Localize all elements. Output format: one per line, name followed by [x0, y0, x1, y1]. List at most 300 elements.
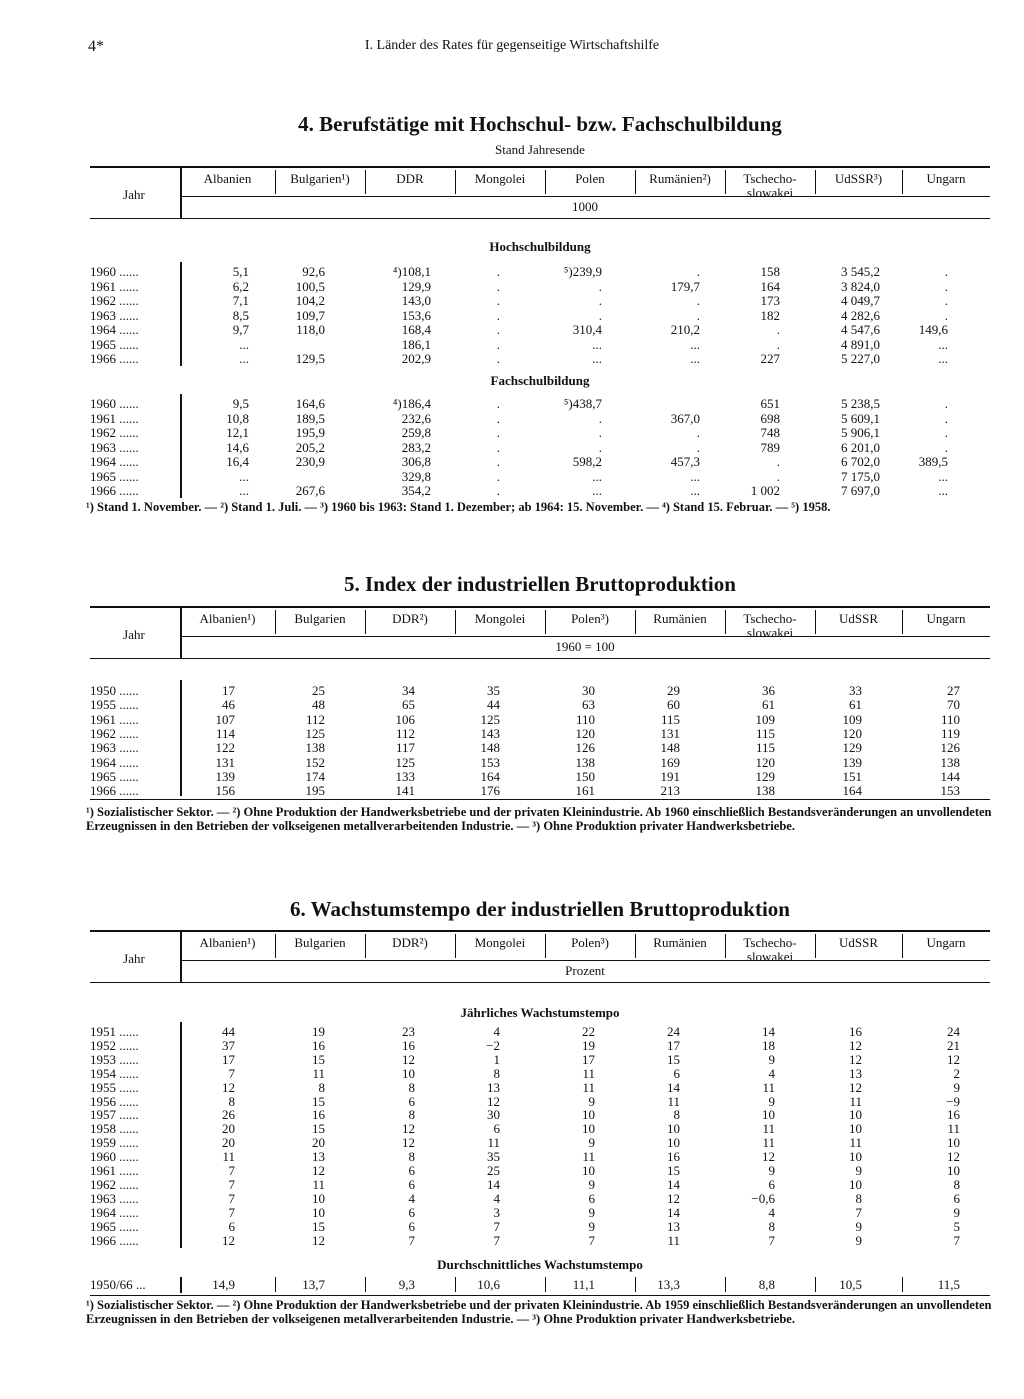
table-cell: 30: [582, 683, 595, 698]
table-cell: 10,5: [839, 1277, 862, 1292]
column-divider: [365, 934, 366, 958]
table-cell: 698: [760, 410, 780, 426]
row-year: 1955 ......: [90, 1079, 139, 1095]
table-cell: 35: [487, 683, 500, 698]
table-cell: 195,9: [295, 425, 325, 440]
table-cell: −0,6: [751, 1190, 775, 1206]
table-cell: 11: [849, 1093, 862, 1109]
table-cell: ...: [938, 351, 948, 366]
table-cell: 30: [487, 1107, 500, 1123]
table-cell: 16: [312, 1037, 325, 1053]
row-year: 1957 ......: [90, 1107, 139, 1123]
table-cell: ...: [239, 336, 249, 352]
table-cell: 92,6: [302, 264, 325, 279]
column-divider: [545, 934, 546, 958]
table-cell: ...: [938, 468, 948, 484]
table-cell: 3 824,0: [841, 278, 880, 294]
row-year: 1963 ......: [90, 1190, 139, 1206]
table-cell: 12: [312, 1232, 325, 1248]
table-cell: .: [496, 468, 500, 484]
table-cell: 8,5: [232, 307, 249, 323]
table-cell: 138: [940, 754, 960, 770]
table-cell: .: [696, 293, 700, 308]
table-cell: 143,0: [401, 293, 431, 308]
table-cell: 12: [222, 1079, 235, 1095]
table-cell: 17: [582, 1051, 595, 1067]
table-cell: 12: [849, 1051, 862, 1067]
table-cell: 4 547,6: [841, 322, 880, 337]
table-cell: 10: [582, 1163, 595, 1178]
table-cell: 33: [849, 683, 862, 698]
table-cell: 10,6: [477, 1277, 500, 1292]
column-header: DDR²): [392, 611, 428, 626]
table-cell: 8: [855, 1190, 862, 1206]
column-header: Tschecho-slowakei: [743, 171, 797, 200]
table-cell: 195: [305, 783, 325, 799]
avg-divider: [635, 1277, 636, 1292]
table-cell: 202,9: [401, 351, 431, 366]
table-cell: 129,9: [401, 278, 431, 294]
table-cell: .: [598, 410, 602, 426]
table-cell: 44: [487, 697, 500, 713]
table-cell: 8: [408, 1079, 415, 1095]
table6-footnote-text: ¹) Sozialistischer Sektor. — ²) Ohne Produktion der Handwerksbetriebe und der privaten Kleinindustrie. Ab 1959 einschließlich Bestandsveränderungen an unvollendeten Erzeugnissen in den Betrieben der volkseigenen metallverarbeitenden Industrie. — ³) Ohne Produktion privater Handwerksbetriebe.: [86, 1298, 992, 1326]
table-cell: .: [944, 396, 948, 411]
table-cell: .: [696, 264, 700, 279]
table-cell: 169: [660, 754, 680, 770]
table-cell: 213: [660, 783, 680, 799]
table-cell: 158: [760, 264, 780, 279]
table-cell: 457,3: [670, 454, 700, 469]
table-cell: 153,6: [401, 307, 431, 323]
table-cell: 8: [408, 1149, 415, 1165]
row-year: 1966 ......: [90, 783, 139, 799]
table-cell: 227: [760, 351, 780, 366]
column-header: Mongolei: [474, 171, 526, 186]
table4-subtitle: Stand Jahresende: [495, 142, 585, 157]
row-year: 1964 ......: [90, 1204, 139, 1220]
table-cell: 11: [849, 1135, 862, 1151]
column-header: DDR²): [392, 935, 428, 950]
table-cell: 389,5: [918, 454, 948, 469]
table4-footnote-text: ¹) Stand 1. November. — ²) Stand 1. Juli. — ³) 1960 bis 1963: Stand 1. Dezember; ab 1964: 15. November. — ⁴) Stand 15. Februar. — ⁵) 1958.: [86, 500, 831, 514]
table-cell: 138: [755, 783, 775, 799]
table-cell: 9: [768, 1051, 775, 1067]
table-cell: 4 049,7: [841, 293, 880, 308]
table-cell: 18: [762, 1037, 775, 1053]
table-cell: 17: [222, 683, 235, 698]
table-cell: 8: [318, 1079, 325, 1095]
stub-divider: [180, 1277, 182, 1293]
table-cell: 37: [222, 1037, 235, 1053]
table-cell: 26: [222, 1107, 235, 1123]
table-cell: ...: [239, 483, 249, 498]
table-cell: ...: [690, 351, 700, 366]
table-cell: 104,2: [295, 293, 325, 308]
table-cell: 4 282,6: [841, 307, 880, 323]
table-cell: .: [496, 278, 500, 294]
table-cell: 367,0: [670, 410, 700, 426]
table-cell: 179,7: [670, 278, 700, 294]
table-cell: 232,6: [401, 410, 431, 426]
table-cell: .: [598, 293, 602, 308]
table-cell: 10: [947, 1163, 960, 1178]
table-cell: 8: [228, 1093, 235, 1109]
row-year: 1956 ......: [90, 1093, 139, 1109]
row-year: 1963 ......: [90, 740, 139, 756]
table-cell: 17: [222, 1051, 235, 1067]
row-year: 1960 ......: [90, 396, 139, 411]
table-cell: 14: [667, 1204, 680, 1220]
table-cell: 129,5: [295, 351, 325, 366]
column-divider: [275, 934, 276, 958]
table-cell: 6: [493, 1121, 500, 1137]
column-header: Ungarn: [926, 935, 966, 950]
table-cell: 8: [768, 1218, 775, 1234]
column-header-jahr: Jahr: [123, 627, 145, 642]
table-cell: 4: [493, 1190, 500, 1206]
row-year: 1960 ......: [90, 264, 139, 279]
table-cell: ...: [690, 483, 700, 498]
table-cell: 10: [312, 1204, 325, 1220]
row-year: 1965 ......: [90, 336, 139, 352]
table-cell: 139: [215, 768, 235, 784]
table-cell: 7: [228, 1065, 235, 1081]
row-year: 1959 ......: [90, 1135, 139, 1151]
table-cell: 7: [493, 1232, 500, 1248]
table-cell: .: [496, 307, 500, 323]
table-cell: .: [496, 439, 500, 455]
table-cell: 12: [849, 1037, 862, 1053]
table-cell: 9: [855, 1163, 862, 1178]
table-cell: 122: [215, 740, 235, 756]
unit-label: 1960 = 100: [555, 639, 615, 654]
table-cell: 12: [402, 1051, 415, 1067]
column-divider: [902, 934, 903, 958]
table-cell: 35: [487, 1149, 500, 1165]
table-cell: 48: [312, 697, 325, 713]
table-cell: 9: [588, 1093, 595, 1109]
table-cell: 117: [395, 740, 415, 756]
row-year: 1962 ......: [90, 725, 139, 741]
table-cell: 10: [582, 1121, 595, 1137]
table-cell: 11: [762, 1135, 775, 1151]
table-cell: 21: [947, 1037, 960, 1053]
row-year: 1950/66 ...: [90, 1277, 146, 1292]
table6-title: 6. Wachstumstempo der industriellen Bruttoproduktion: [290, 897, 790, 921]
table-cell: 151: [842, 768, 862, 784]
table-cell: 11: [312, 1065, 325, 1081]
table-cell: 125: [480, 711, 500, 727]
column-header: UdSSR: [838, 611, 879, 626]
column-header: Tschecho-slowakei: [743, 935, 797, 964]
table-cell: 789: [760, 439, 780, 455]
table-cell: 164: [842, 783, 862, 799]
table-cell: 10: [582, 1107, 595, 1123]
table-cell: 10: [402, 1065, 415, 1081]
table-cell: ...: [592, 468, 602, 484]
column-header: Polen: [575, 171, 605, 186]
column-header: Albanien: [203, 171, 252, 186]
table-cell: .: [776, 336, 780, 352]
row-year: 1965 ......: [90, 768, 139, 784]
table-cell: 25: [487, 1163, 500, 1178]
table-cell: 10: [849, 1121, 862, 1137]
table-cell: 138: [575, 754, 595, 770]
table-cell: 6: [673, 1065, 680, 1081]
table-cell: 12: [222, 1232, 235, 1248]
table-cell: 126: [940, 740, 960, 756]
column-header-jahr: Jahr: [123, 951, 145, 966]
table-cell: .: [944, 264, 948, 279]
table-cell: 120: [842, 725, 862, 741]
stub-divider: [180, 1022, 182, 1248]
table-cell: 9,7: [232, 322, 249, 337]
table-cell: 9: [588, 1204, 595, 1220]
table-cell: 14: [667, 1079, 680, 1095]
table-cell: 306,8: [401, 454, 431, 469]
table-cell: .: [944, 307, 948, 323]
row-year: 1961 ......: [90, 711, 139, 727]
table-cell: 6: [953, 1190, 960, 1206]
column-header: Albanien¹): [199, 611, 256, 626]
table-cell: 15: [312, 1218, 325, 1234]
table-cell: .: [496, 396, 500, 411]
table-cell: 8: [953, 1176, 960, 1192]
table-cell: 6: [408, 1204, 415, 1220]
column-header: Polen³): [571, 611, 609, 626]
table-cell: 7: [953, 1232, 960, 1248]
table-cell: .: [496, 410, 500, 426]
table-cell: .: [696, 425, 700, 440]
table-cell: 651: [760, 396, 780, 411]
table-cell: .: [496, 336, 500, 352]
table-cell: 205,2: [295, 439, 325, 455]
table-cell: 10: [849, 1149, 862, 1165]
table-cell: 12: [762, 1149, 775, 1165]
table-cell: 138: [305, 740, 325, 756]
table-cell: 8: [408, 1107, 415, 1123]
header-top-rule: [90, 930, 990, 932]
table-cell: 7 175,0: [841, 468, 880, 484]
table-cell: 10: [667, 1135, 680, 1151]
row-year: 1954 ......: [90, 1065, 139, 1081]
table-cell: 7: [228, 1176, 235, 1192]
table-cell: 9,5: [232, 396, 249, 411]
table-cell: 12: [947, 1149, 960, 1165]
table-cell: 9: [588, 1176, 595, 1192]
table5-title: 5. Index der industriellen Bruttoproduktion: [344, 572, 736, 596]
unit-rule: [180, 960, 990, 961]
table-cell: 329,8: [401, 468, 431, 484]
table-cell: ...: [592, 483, 602, 498]
column-header: Bulgarien¹): [290, 171, 350, 186]
column-header: UdSSR³): [834, 171, 883, 186]
table6-bottom-rule: [90, 1295, 990, 1296]
table-cell: 267,6: [295, 483, 325, 498]
table-cell: 12: [402, 1135, 415, 1151]
table-cell: 10: [947, 1135, 960, 1151]
table-cell: 6: [588, 1190, 595, 1206]
table-cell: 109: [755, 711, 775, 727]
row-year: 1950 ......: [90, 683, 139, 698]
table-cell: 164,6: [295, 396, 325, 411]
table-cell: .: [496, 351, 500, 366]
row-year: 1964 ......: [90, 754, 139, 770]
row-year: 1963 ......: [90, 439, 139, 455]
table-cell: 12: [947, 1051, 960, 1067]
table-cell: .: [696, 439, 700, 455]
table-cell: .: [944, 410, 948, 426]
table-cell: 176: [480, 783, 500, 799]
table-cell: 109,7: [295, 307, 325, 323]
table-cell: 131: [215, 754, 235, 770]
table-cell: 13: [487, 1079, 500, 1095]
table-cell: 6: [768, 1176, 775, 1192]
table-cell: 8: [673, 1107, 680, 1123]
table-cell: 129: [842, 740, 862, 756]
table-cell: 9: [768, 1163, 775, 1178]
table-cell: 354,2: [401, 483, 431, 498]
table-cell: 7: [768, 1232, 775, 1248]
row-year: 1953 ......: [90, 1051, 139, 1067]
table-cell: 16: [849, 1024, 862, 1039]
header-bottom-rule: [90, 982, 990, 983]
column-divider: [455, 934, 456, 958]
table-cell: 16: [947, 1107, 960, 1123]
table-cell: 174: [305, 768, 325, 784]
table-cell: 15: [667, 1163, 680, 1178]
table-cell: 150: [575, 768, 595, 784]
table-cell: 65: [402, 697, 415, 713]
table-cell: 11: [582, 1065, 595, 1081]
table-cell: 9: [855, 1218, 862, 1234]
table-cell: 25: [312, 683, 325, 698]
table-cell: .: [776, 468, 780, 484]
table-cell: 14: [487, 1176, 500, 1192]
table-cell: 7,1: [232, 293, 249, 308]
table-cell: 8,8: [758, 1277, 775, 1292]
table-cell: .: [598, 439, 602, 455]
table-cell: 11,1: [572, 1277, 595, 1292]
table-cell: 14,9: [212, 1277, 235, 1292]
table-cell: 5,1: [232, 264, 249, 279]
table-cell: 126: [575, 740, 595, 756]
table-cell: −9: [946, 1093, 960, 1109]
table-cell: 12: [849, 1079, 862, 1095]
table-cell: .: [776, 322, 780, 337]
running-title: I. Länder des Rates für gegenseitige Wirtschaftshilfe: [364, 38, 660, 53]
table-cell: 112: [305, 711, 325, 727]
table-cell: 14: [667, 1176, 680, 1192]
table-cell: 6: [408, 1163, 415, 1178]
table-cell: 143: [480, 725, 500, 741]
table-cell: .: [696, 307, 700, 323]
table-cell: 24: [947, 1024, 960, 1039]
table-cell: 34: [402, 683, 415, 698]
table-cell: 13,7: [302, 1277, 325, 1292]
table-cell: 12: [667, 1190, 680, 1206]
table-cell: 191: [660, 768, 680, 784]
table-cell: 10: [762, 1107, 775, 1123]
table-cell: 106: [395, 711, 415, 727]
table-cell: 2: [953, 1065, 960, 1081]
table-cell: 9: [953, 1079, 960, 1095]
avg-divider: [815, 1277, 816, 1292]
table-cell: 9: [855, 1232, 862, 1248]
table-cell: 12: [312, 1163, 325, 1178]
table-cell: 9: [768, 1093, 775, 1109]
column-header: Polen³): [571, 935, 609, 950]
table-cell: 13: [312, 1149, 325, 1165]
table-cell: 12: [402, 1121, 415, 1137]
table-cell: .: [496, 293, 500, 308]
table5-footnote-text: ¹) Sozialistischer Sektor. — ²) Ohne Produktion der Handwerksbetriebe und der privaten Kleinindustrie. Ab 1960 einschließlich Bestandsveränderungen an unvollendeten Erzeugnissen in den Betrieben der volkseigenen metallverarbeitenden Industrie. — ³) Ohne Produktion privater Handwerksbetriebe.: [86, 805, 992, 833]
table-cell: 12: [487, 1093, 500, 1109]
section-label-fachschul: Fachschulbildung: [490, 373, 590, 388]
table-cell: 5 906,1: [841, 425, 880, 440]
table-cell: ⁴)108,1: [392, 264, 431, 279]
unit-label: Prozent: [565, 963, 605, 978]
table-cell: 20: [222, 1135, 235, 1151]
table-cell: 152: [305, 754, 325, 770]
table-cell: 148: [480, 740, 500, 756]
table-cell: ...: [592, 351, 602, 366]
row-year: 1962 ......: [90, 1176, 139, 1192]
table-cell: 7 697,0: [841, 483, 880, 498]
table-cell: 6: [408, 1176, 415, 1192]
table-cell: 1 002: [750, 483, 780, 498]
table-cell: 189,5: [295, 410, 325, 426]
table-cell: 115: [660, 711, 680, 727]
table-cell: 27: [947, 683, 960, 698]
table-cell: 13: [667, 1218, 680, 1234]
table-cell: .: [944, 278, 948, 294]
table-cell: 748: [760, 425, 780, 440]
column-header-jahr: Jahr: [123, 187, 145, 202]
table-cell: 310,4: [572, 322, 602, 337]
table-cell: 19: [312, 1024, 325, 1039]
table-cell: 46: [222, 697, 235, 713]
table-cell: 12,1: [226, 425, 249, 440]
table-cell: 4: [408, 1190, 415, 1206]
column-header: Rumänien: [653, 935, 707, 950]
table-cell: 144: [940, 768, 960, 784]
table-cell: 19: [582, 1037, 595, 1053]
table-cell: ...: [239, 351, 249, 366]
row-year: 1958 ......: [90, 1121, 139, 1137]
table-cell: 153: [940, 783, 960, 799]
table-cell: 10,8: [226, 410, 249, 426]
table6-footnote: [86, 1298, 992, 1326]
table-cell: 15: [667, 1051, 680, 1067]
table-cell: 61: [762, 697, 775, 713]
avg-divider: [365, 1277, 366, 1292]
table-cell: 7: [493, 1218, 500, 1234]
table-cell: 20: [312, 1135, 325, 1151]
table-cell: 20: [222, 1121, 235, 1137]
row-year: 1961 ......: [90, 410, 139, 426]
row-year: 1962 ......: [90, 293, 139, 308]
table-cell: 15: [312, 1093, 325, 1109]
column-header: Ungarn: [926, 611, 966, 626]
table-cell: 4: [493, 1024, 500, 1039]
table-cell: 118,0: [296, 322, 325, 337]
table-cell: 23: [402, 1024, 415, 1039]
table-cell: 125: [305, 725, 325, 741]
table-cell: 6,2: [232, 278, 249, 294]
column-divider: [635, 934, 636, 958]
